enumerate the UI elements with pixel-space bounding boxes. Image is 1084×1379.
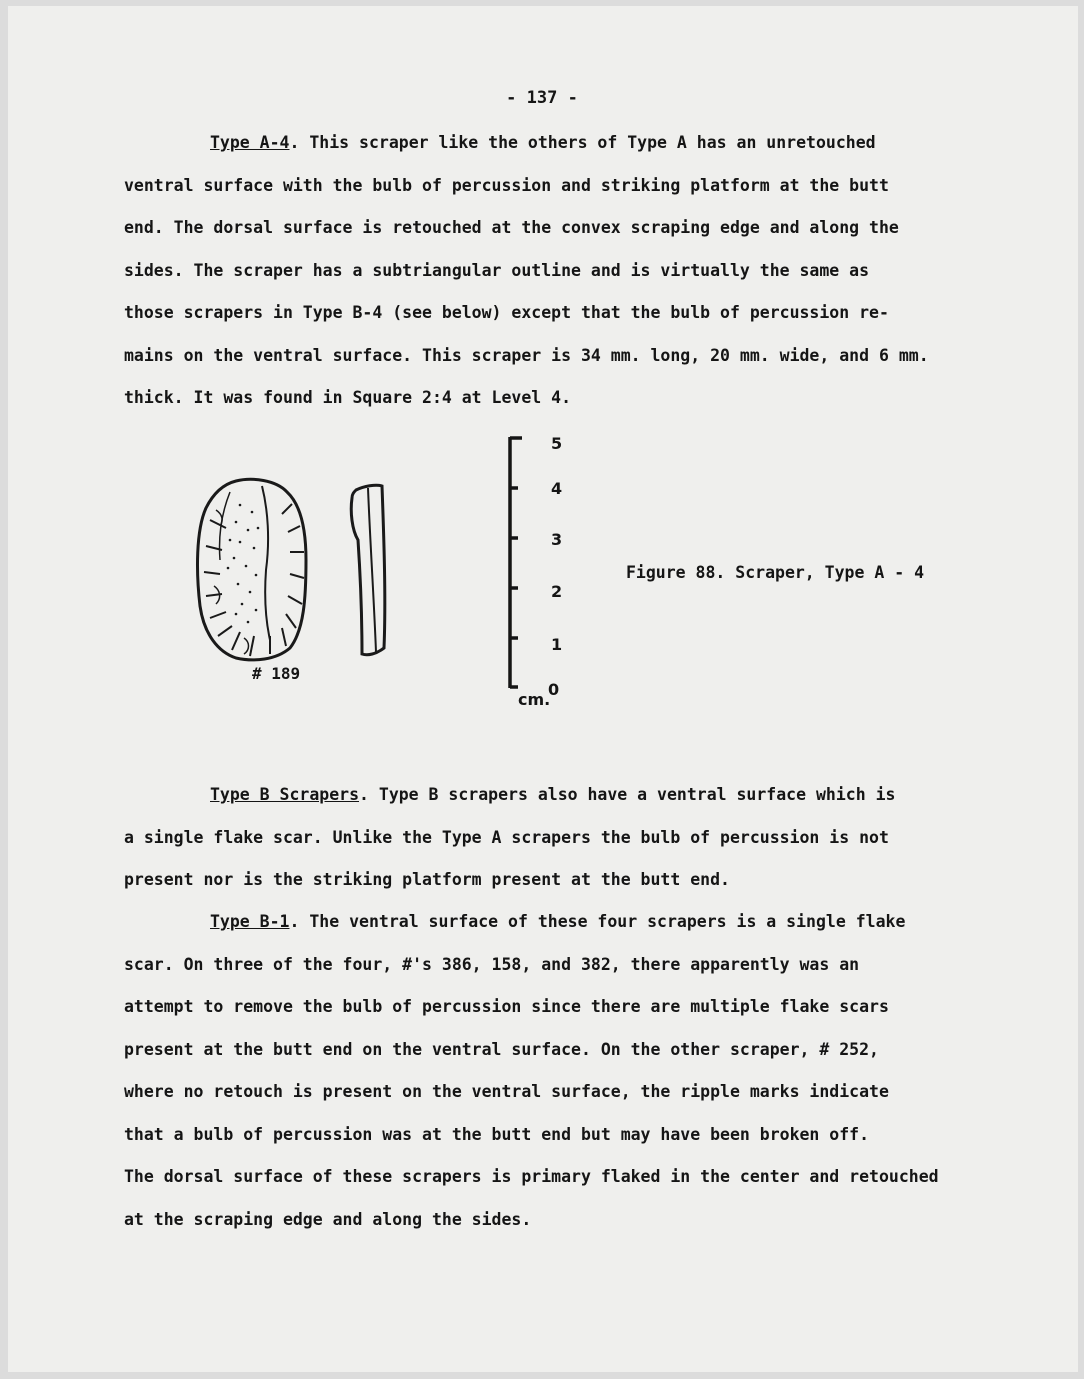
- paragraph-line: Type A-4. This scraper like the others of Type A has an unretouched: [210, 133, 876, 152]
- scale-tick-label: 1: [551, 635, 563, 654]
- paragraph-line: at the scraping edge and along the sides.: [124, 1209, 532, 1229]
- scraper-dorsal-drawing: [198, 479, 306, 660]
- section-heading-type-b1: Type B-1: [210, 912, 290, 931]
- scale-tick-label: 4: [551, 479, 563, 498]
- scale-tick-label: 3: [551, 530, 563, 549]
- scale-tick-label: 0: [548, 680, 560, 699]
- cm-scale-bar: [510, 437, 522, 688]
- paragraph-line: mains on the ventral surface. This scraper is 34 mm. long, 20 mm. wide, and 6 mm.: [124, 345, 929, 365]
- paragraph-line: that a bulb of percussion was at the butt end but may have been broken off.: [124, 1124, 870, 1144]
- scraper-profile-drawing: [351, 485, 385, 655]
- paragraph-line: scar. On three of the four, #'s 386, 158, and 382, there apparently was an: [124, 954, 860, 974]
- paragraph-line: Type B Scrapers. Type B scrapers also have a ventral surface which is: [210, 785, 896, 804]
- paragraph-line: thick. It was found in Square 2:4 at Level 4.: [124, 388, 572, 407]
- paragraph-line: attempt to remove the bulb of percussion since there are multiple flake scars: [124, 997, 889, 1016]
- scale-unit-label: cm.: [518, 690, 551, 709]
- paragraph-line: a single flake scar. Unlike the Type A scrapers the bulb of percussion is not: [124, 827, 889, 847]
- scale-tick-label: 5: [551, 434, 563, 453]
- scale-tick-label: 2: [551, 582, 563, 601]
- specimen-number-label: # 189: [252, 664, 301, 683]
- paragraph-line: end. The dorsal surface is retouched at the convex scraping edge and along the: [124, 218, 899, 237]
- paragraph-line: where no retouch is present on the ventral surface, the ripple marks indicate: [124, 1082, 889, 1101]
- paragraph-line: ventral surface with the bulb of percussion and striking platform at the butt: [124, 175, 889, 195]
- paragraph-line: The dorsal surface of these scrapers is primary flaked in the center and retouched: [124, 1167, 939, 1186]
- paragraph-line: those scrapers in Type B-4 (see below) except that the bulb of percussion re-: [124, 303, 889, 322]
- paragraph-line: sides. The scraper has a subtriangular outline and is virtually the same as: [124, 260, 870, 280]
- paragraph-type-b1: [124, 901, 1004, 1241]
- page-number: - 137 -: [506, 88, 578, 108]
- paragraph-type-b-scrapers: [124, 774, 1004, 902]
- figure-caption: Figure 88. Scraper, Type A - 4: [626, 563, 925, 582]
- paragraph-line: present at the butt end on the ventral surface. On the other scraper, # 252,: [124, 1039, 879, 1059]
- section-heading-type-b: Type B Scrapers: [210, 785, 360, 804]
- paragraph-line: present nor is the striking platform present at the butt end.: [124, 870, 730, 889]
- section-heading-type-a4: Type A-4: [210, 133, 290, 152]
- paragraph-line: Type B-1. The ventral surface of these four scrapers is a single flake: [210, 912, 906, 931]
